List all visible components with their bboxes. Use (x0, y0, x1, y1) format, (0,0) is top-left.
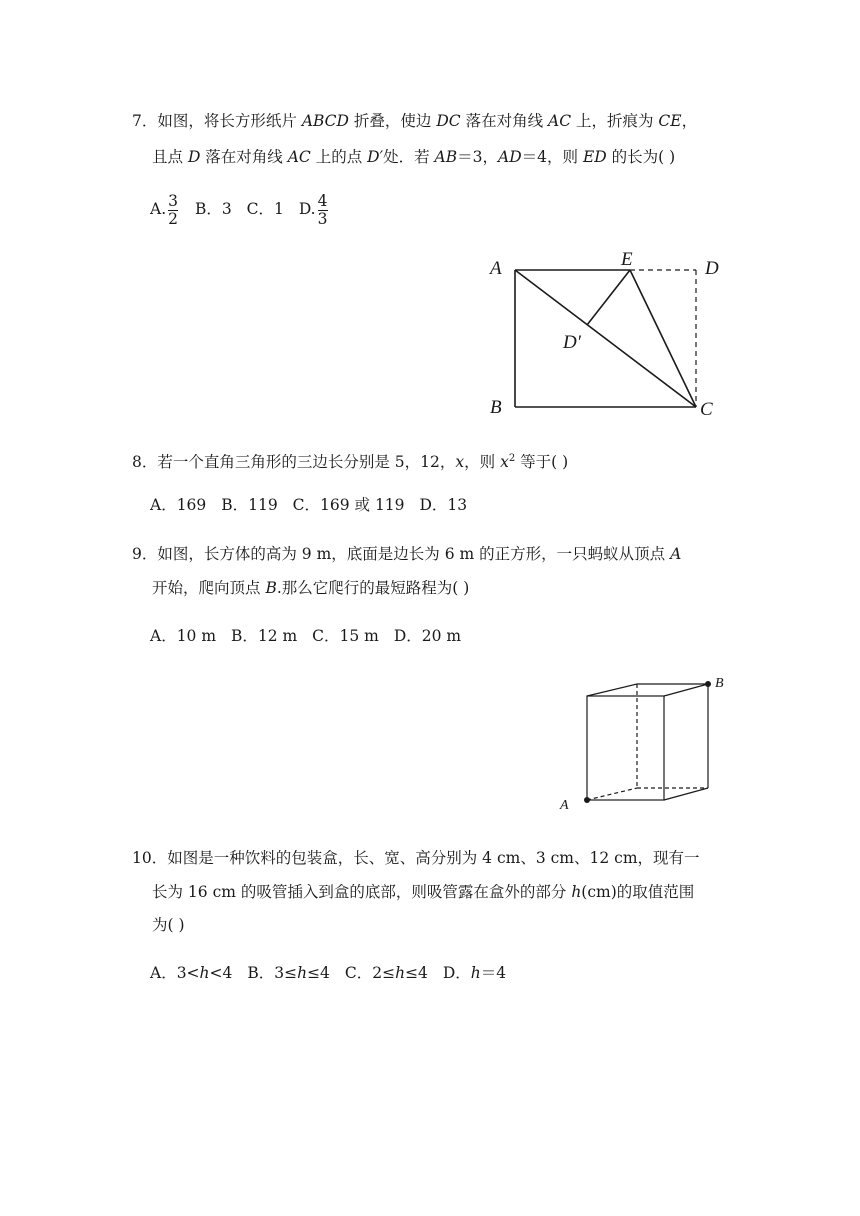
vertex-B-dot (705, 681, 711, 687)
q7-text: D′ (367, 148, 384, 166)
q7-text: ＝4，则 (521, 148, 583, 166)
q7-text: ， (681, 112, 698, 130)
cuboid-edge (587, 684, 637, 696)
q10-option-a (150, 964, 232, 982)
vertex-A-dot (584, 797, 590, 803)
q10-line-1 (132, 847, 700, 869)
q8-text: 若一个直角三角形的三边长分别是 5，12， (157, 453, 456, 472)
q7-option-b: B．3 (194, 200, 232, 218)
option-text: ＝4 (480, 964, 507, 982)
label-A: A (560, 798, 569, 813)
label-C: C (700, 399, 713, 420)
q7-text: 上的点 (310, 148, 368, 166)
q10-number: 10． (132, 849, 168, 867)
q7-text: AC (548, 112, 572, 130)
q8-text: x (455, 453, 465, 472)
q9-option-d: D．20 m (393, 627, 462, 645)
q9-text: 开始，爬向顶点 (152, 579, 266, 597)
q7-text: 如图，将长方形纸片 (157, 112, 302, 130)
q10-text: 为( ) (152, 916, 185, 934)
cuboid-front-face (587, 696, 664, 800)
option-text: B．3≤ (247, 964, 298, 982)
diagonal-AC (515, 270, 696, 407)
q7-text: D (187, 148, 201, 166)
option-text: h (199, 964, 210, 982)
q7-text: CE (658, 112, 682, 130)
q9-text: B (265, 579, 277, 597)
q7-text: AD (498, 148, 522, 166)
q9-text: .那么它爬行的最短路程为( ) (276, 579, 470, 597)
option-text: h (297, 964, 308, 982)
label-E: E (621, 249, 633, 270)
option-text: A．3< (150, 964, 200, 982)
q7-number: 7． (132, 112, 158, 130)
q7-text: ＝3， (457, 148, 499, 166)
q9-line-1 (132, 543, 681, 565)
option-text: C．2≤ (344, 964, 396, 982)
q9-text: 如图，长方体的高为 9 m，底面是边长为 6 m 的正方形，一只蚂蚁从顶点 (157, 545, 671, 563)
q8-line-1 (132, 448, 568, 473)
q10-option-b (247, 964, 330, 982)
option-text: D． (442, 964, 471, 982)
q8-text: x (500, 453, 509, 472)
q10-options (150, 962, 506, 984)
option-text: ≤4 (405, 964, 428, 982)
q7-text: 处．若 (383, 148, 435, 166)
q10-option-c (345, 964, 428, 982)
q8-option-a: A．169 (150, 496, 207, 514)
q7-text: 的长为( ) (606, 148, 676, 166)
option-label: D. (298, 200, 316, 218)
q8-options (150, 494, 467, 516)
q7-text: AC (287, 148, 311, 166)
cuboid-edge (664, 684, 708, 696)
option-text: h (470, 964, 481, 982)
q7-figure (480, 245, 730, 425)
option-text: ≤4 (307, 964, 330, 982)
q7-text: ED (582, 148, 607, 166)
q9-option-a: A．10 m (150, 627, 217, 645)
label-B: B (715, 676, 724, 691)
q8-superscript: 2 (508, 453, 516, 464)
q7-line-1 (132, 110, 697, 132)
cuboid-hidden-edge (587, 788, 637, 800)
q10-text: h (571, 883, 582, 901)
q10-line-3 (152, 914, 185, 936)
q10-option-d (443, 964, 506, 982)
q9-option-c: C．15 m (312, 627, 379, 645)
q7-text: ABCD (301, 112, 349, 130)
q9-number: 9． (132, 545, 158, 563)
label-B: B (490, 397, 502, 418)
q7-option-d (298, 191, 330, 228)
q8-option-c: C．169 或 119 (292, 496, 405, 514)
q7-text: 落在对角线 (460, 112, 548, 130)
q7-text: 且点 (152, 148, 188, 166)
q7-text: 上，折痕为 (571, 112, 659, 130)
q10-text: 长为 16 cm 的吸管插入到盒的底部，则吸管露在盒外的部分 (152, 883, 572, 901)
q9-option-b: B．12 m (230, 627, 298, 645)
q9-line-2 (152, 577, 469, 599)
crease-CE (630, 270, 696, 407)
q7-text: 折叠，使边 (348, 112, 437, 130)
q7-text: 落在对角线 (200, 148, 288, 166)
label-D-prime: D′ (563, 332, 581, 353)
q8-option-b: B．119 (221, 496, 278, 514)
q7-text: AB (434, 148, 458, 166)
q9-options (150, 625, 461, 647)
fraction-denominator: 2 (168, 209, 178, 228)
fraction-numerator: 3 (168, 191, 178, 210)
q9-figure (555, 670, 745, 815)
q7-option-c: C．1 (246, 200, 284, 218)
label-D: D (705, 258, 719, 279)
q7-option-a (150, 191, 180, 228)
cuboid-edge (664, 788, 708, 800)
option-text: h (395, 964, 406, 982)
q8-option-d: D．13 (419, 496, 468, 514)
q10-text: (cm)的取值范围 (581, 883, 695, 901)
q8-text: ，则 (464, 453, 501, 472)
q8-text: 等于( ) (515, 453, 569, 472)
q7-line-2 (152, 146, 675, 168)
segment-ED-prime (587, 270, 630, 325)
q10-text: 如图是一种饮料的包装盒，长、宽、高分别为 4 cm、3 cm、12 cm，现有一 (167, 849, 700, 867)
option-text: <4 (209, 964, 233, 982)
option-label: A. (150, 200, 167, 218)
q7-options (150, 192, 330, 228)
fraction (168, 193, 178, 228)
q10-line-2 (152, 881, 694, 903)
label-A: A (490, 258, 502, 279)
fraction-numerator: 4 (317, 191, 328, 210)
q7-text: DC (436, 112, 461, 130)
fraction-denominator: 3 (317, 209, 328, 228)
fraction (318, 193, 328, 228)
q9-text: A (670, 545, 682, 563)
q8-number: 8． (132, 453, 158, 472)
